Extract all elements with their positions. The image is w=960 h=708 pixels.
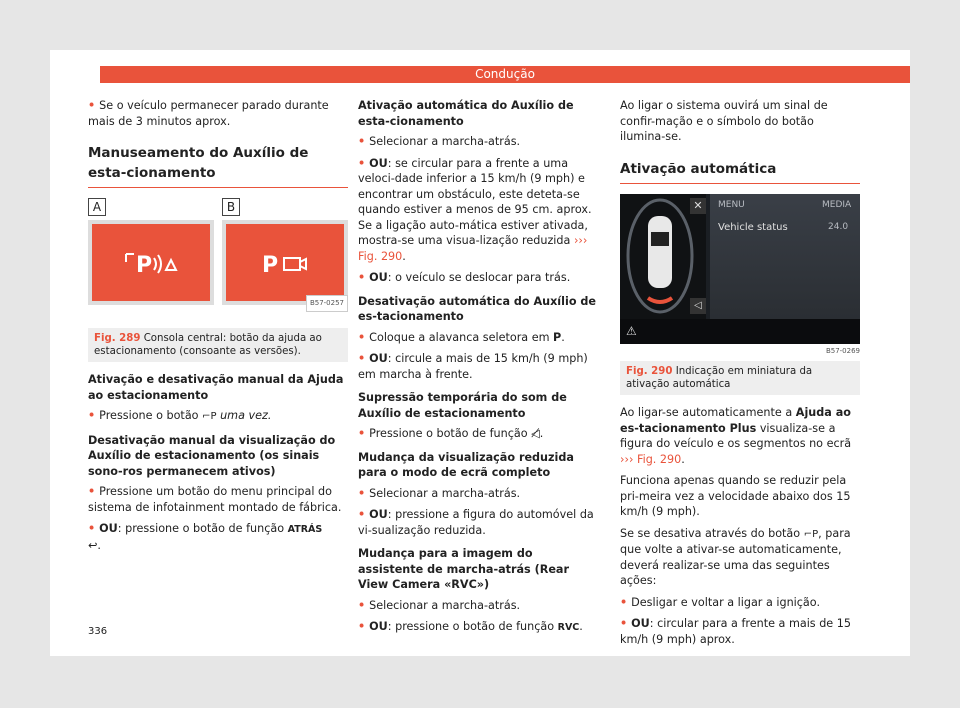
warning-icon: ⚠: [626, 323, 637, 338]
park-sensor-icon: [92, 224, 210, 301]
heading-modo-completo: Mudança da visualização reduzida para o modo de ecrã completo: [358, 450, 574, 479]
figure-caption: [620, 361, 860, 395]
figure-caption: [88, 328, 348, 362]
bullet-text: : circular para a frente a mais de 15 km/h (9 mph) aprox.: [620, 617, 851, 646]
bullet-speed: [358, 351, 598, 382]
bullet-menu-button: • Pressione um botão do menu principal do sistema de infotainment montado de fábrica.: [88, 484, 348, 515]
ou-label: OU: [99, 522, 118, 535]
bullet-drive-forward: [620, 616, 860, 647]
sound-icon[interactable]: ◁: [690, 298, 706, 314]
ou-label: OU: [369, 156, 388, 170]
screen-bottom-bar: [620, 319, 860, 344]
screen-temp: 24.0: [828, 221, 849, 232]
paragraph-text: Se se desativa através do botão: [620, 526, 801, 540]
figure-ref-link[interactable]: ››› Fig. 290: [620, 452, 682, 466]
column-right: [620, 98, 860, 653]
heading-rvc: Mudança para a imagem do assistente de marcha-atrás (Rear View Camera «RVC»): [358, 547, 569, 591]
paragraph-bold: Ajuda ao es-tacionamento Plus: [620, 406, 851, 435]
bullet-mute: • Pressione o botão de função ◁̸.: [358, 426, 598, 442]
bullet-text: : pressione a figura do automóvel da vi-sualização reduzida.: [358, 508, 594, 537]
paragraph-auto-on: Ao ligar-se automaticamente a Ajuda ao es-tacionamento Plus visualiza-se a figura do veículo e os segmentos no ecrã ››› Fig. 290.: [620, 406, 852, 466]
bullet-reverse: • Selecionar a marcha-atrás.: [358, 134, 598, 150]
manual-page: [50, 50, 910, 656]
heading-manuseamento: Manuseamento do Auxílio de esta-cionamento: [88, 139, 348, 188]
paragraph-text: Ao ligar-se automaticamente a: [620, 406, 793, 419]
bullet-back-button: • OU: pressione o botão de função ATRÁS ↩.: [88, 521, 348, 553]
bullet-text: : o veículo se deslocar para trás.: [387, 271, 571, 284]
bullet-backward: [358, 270, 598, 286]
ou-label: OU: [631, 617, 650, 630]
ou-label: OU: [369, 620, 388, 633]
bullet-obstacle: • OU: se circular para a frente a uma veloci-dade inferior a 15 km/h (9 mph) e encontrar um obstáculo, este deteta-se quando estiver a menos de 95 cm. aprox. Se a ligação auto-mática estiver ativada, mostra-se uma visua-lização reduzida ››› Fig. 290.: [358, 156, 598, 265]
menu-label[interactable]: MENU: [718, 199, 745, 210]
svg-text:P: P: [136, 253, 153, 278]
paragraph-text: , para que volte a ativar-se automaticamente, deverá realizar-se uma das seguintes ações:: [620, 526, 851, 587]
vehicle-status-screen: [710, 194, 860, 319]
ou-label: OU: [369, 271, 388, 284]
bullet-text: Pressione o botão de função: [369, 427, 528, 440]
paragraph-confirm: Ao ligar o sistema ouvirá um sinal de confir-mação e o símbolo do botão ilumina-se.: [620, 99, 828, 143]
heading-ativacao-manual: Ativação e desativação manual da Ajuda ao estacionamento: [88, 373, 344, 402]
heading-desativacao-manual: Desativação manual da visualização do Auxílio de estacionamento (os sinais sono-ros permanecem ativos): [88, 433, 336, 478]
figure-code: B57-0269: [825, 346, 860, 355]
ou-label: OU: [369, 508, 388, 521]
figure-code: B57-0257: [306, 295, 348, 313]
bullet-press-once: [88, 408, 348, 425]
figure-289: [88, 198, 348, 328]
paragraph-speed: Funciona apenas quando se reduzir pela pri-meira vez a velocidade abaixo dos 15 km/h (9 mph).: [620, 474, 851, 518]
bullet-stopped: • Se o veículo permanecer parado durante mais de 3 minutos aprox.: [88, 98, 348, 129]
park-sensor-icon: ⌐P: [202, 411, 217, 422]
fig-label-a: A: [88, 198, 106, 216]
caption-number: Fig. 289: [94, 333, 141, 344]
rvc-key: RVC: [557, 622, 580, 633]
park-camera-icon: [226, 224, 344, 301]
bullet-selector-p: • Coloque a alavanca seletora em P.: [358, 330, 598, 346]
section-header: Condução: [100, 66, 910, 83]
bullet-text: : pressione o botão de função: [117, 522, 285, 535]
bullet-rvc-button: • OU: pressione o botão de função RVC.: [358, 619, 598, 636]
bullet-text: Coloque a alavanca seletora em: [369, 330, 550, 344]
bullet-text: : pressione o botão de função: [387, 620, 555, 633]
back-arrow-icon: ↩: [88, 538, 98, 552]
screen-title: Vehicle status: [718, 221, 788, 233]
heading-supressao-som: Supressão temporária do som de Auxílio de estacionamento: [358, 391, 567, 420]
fig-label-b: B: [222, 198, 240, 216]
column-middle: [358, 98, 598, 642]
bullet-text: : circule a mais de 15 km/h (9 mph) em marcha à frente.: [358, 352, 588, 381]
heading-ativacao-auto: Ativação automática do Auxílio de esta-cionamento: [358, 99, 574, 128]
bullet-reverse-2: • Selecionar a marcha-atrás.: [358, 486, 598, 502]
caption-text: Indicação em miniatura da ativação automática: [626, 366, 813, 390]
column-left: [88, 98, 348, 559]
heading-ativacao-automatica: Ativação automática: [620, 155, 860, 184]
p-key: P: [553, 330, 562, 344]
mute-icon: ◁̸: [531, 427, 540, 440]
caption-text: Consola central: botão da ajuda ao estacionamento (consoante as versões).: [94, 333, 322, 357]
bullet-text-em: uma vez.: [220, 409, 272, 422]
bullet-car-figure: [358, 507, 598, 538]
caption-number: Fig. 290: [626, 366, 673, 377]
park-button-b: [222, 220, 348, 305]
figure-290: [620, 194, 860, 344]
bullet-text: Pressione o botão: [99, 409, 199, 422]
park-sensor-icon: ⌐P: [803, 528, 819, 540]
page-number: 336: [88, 626, 108, 637]
svg-text:P: P: [262, 253, 279, 278]
heading-desativacao-auto: Desativação automática do Auxílio de es-tacionamento: [358, 294, 596, 323]
close-icon[interactable]: ✕: [690, 198, 706, 214]
paragraph-text: visualiza-se a figura do veículo e os segmentos no ecrã: [620, 421, 852, 450]
ou-label: OU: [369, 352, 388, 365]
paragraph-deactivate: [620, 526, 860, 589]
back-key: ATRÁS: [287, 524, 323, 535]
bullet-text: : se circular para a frente a uma veloci-dade inferior a 15 km/h (9 mph) e encontrar um obstáculo, este deteta-se quando estiver a menos de 95 cm. aprox. Se a ligação auto-mática estiver ativada, mostra-se uma visua-lização reduzida: [358, 156, 592, 247]
park-button-a: [88, 220, 214, 305]
bullet-ignition: • Desligar e voltar a ligar a ignição.: [620, 595, 860, 611]
figure-ref-link[interactable]: ››› Fig. 290: [358, 234, 588, 263]
media-label[interactable]: MEDIA: [822, 199, 852, 210]
bullet-reverse-3: • Selecionar a marcha-atrás.: [358, 598, 598, 614]
